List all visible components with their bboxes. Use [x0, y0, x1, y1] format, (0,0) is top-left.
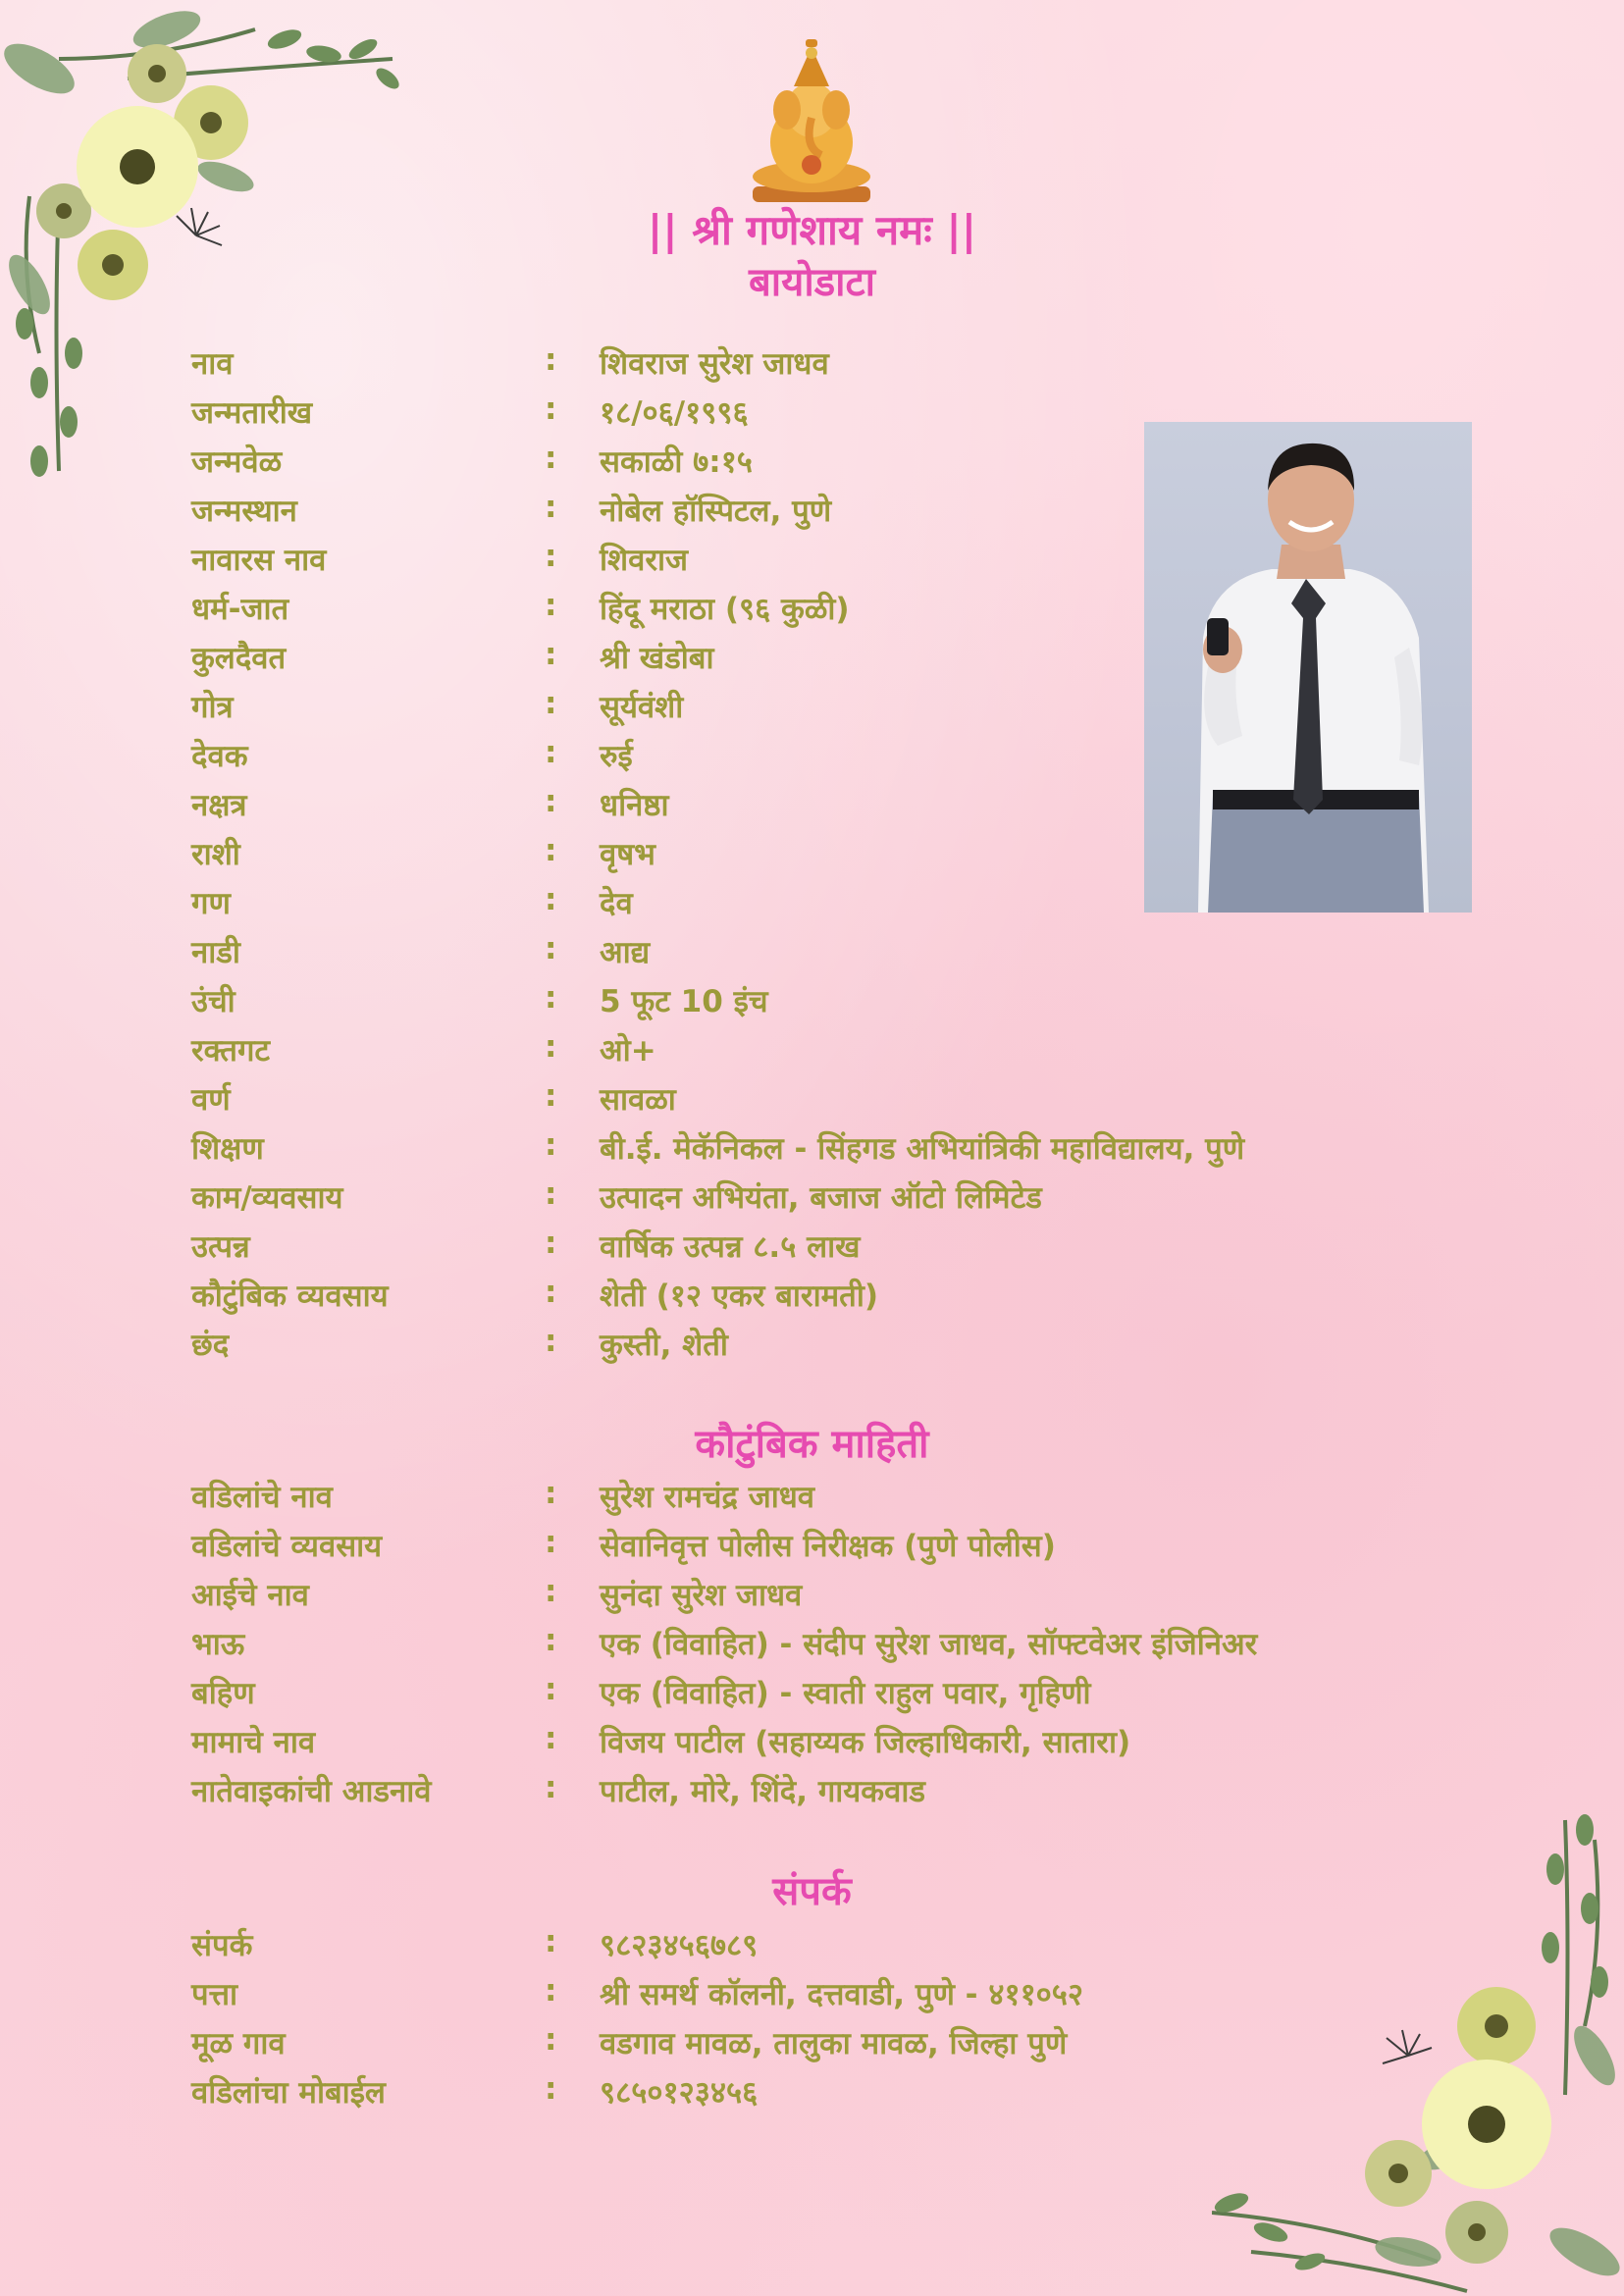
detail-value: नोबेल हॉस्पिटल, पुणे: [600, 494, 832, 529]
detail-row-nadi: [191, 925, 1545, 974]
separator: :: [545, 931, 557, 966]
detail-value: एक (विवाहित) - स्वाती राहुल पवार, गृहिणी: [600, 1676, 1091, 1711]
family-row-father-name: [191, 1470, 1545, 1519]
family-row-mother-name: [191, 1568, 1545, 1617]
detail-value: कुस्ती, शेती: [600, 1328, 728, 1363]
detail-row-religion-caste: [191, 582, 1545, 631]
separator: :: [545, 1029, 557, 1065]
detail-value: सावळा: [600, 1082, 676, 1118]
separator: :: [545, 342, 557, 378]
detail-label: पत्ता: [191, 1977, 238, 2012]
separator: :: [545, 1672, 557, 1707]
detail-label: भाऊ: [191, 1627, 245, 1662]
invocation-heading: || श्री गणेशाय नमः ||: [647, 206, 977, 254]
detail-row-name: [191, 337, 1545, 386]
detail-label: छंद: [191, 1328, 230, 1363]
detail-label: नावारस नाव: [191, 543, 327, 578]
detail-value: बी.ई. मेकॅनिकल - सिंहगड अभियांत्रिकी महाविद्यालय, पुणे: [600, 1131, 1245, 1167]
separator: :: [545, 441, 557, 476]
detail-label: मूळ गाव: [191, 2026, 286, 2061]
detail-value: सकाळी ७:१५: [600, 444, 753, 480]
detail-row-birthdate: [191, 386, 1545, 435]
detail-label: बहिण: [191, 1676, 255, 1711]
family-section-title: कौटुंबिक माहिती: [695, 1422, 929, 1467]
detail-value: शेती (१२ एकर बारामती): [600, 1278, 879, 1314]
detail-value: सूर्यवंशी: [600, 690, 684, 725]
separator: :: [545, 1078, 557, 1114]
detail-row-hobbies: [191, 1318, 1545, 1367]
separator: :: [545, 1127, 557, 1163]
detail-label: वडिलांचा मोबाईल: [191, 2075, 386, 2111]
detail-value: विजय पाटील (सहाय्यक जिल्हाधिकारी, सातारा): [600, 1725, 1131, 1760]
separator: :: [545, 1226, 557, 1261]
detail-label: राशी: [191, 837, 240, 872]
detail-value: वडगाव मावळ, तालुका मावळ, जिल्हा पुणे: [600, 2026, 1068, 2061]
detail-row-family-business: [191, 1269, 1545, 1318]
detail-value: ९८५०१२३४५६: [600, 2075, 759, 2111]
detail-row-height: [191, 974, 1545, 1023]
separator: :: [545, 980, 557, 1016]
detail-value: देव: [600, 886, 633, 921]
detail-label: रक्तगट: [191, 1033, 271, 1069]
family-row-maternal-uncle: [191, 1715, 1545, 1764]
detail-value: उत्पादन अभियंता, बजाज ऑटो लिमिटेड: [600, 1180, 1042, 1216]
separator: :: [545, 490, 557, 525]
detail-value: ओ+: [600, 1033, 656, 1069]
detail-label: वडिलांचे व्यवसाय: [191, 1529, 383, 1564]
separator: :: [545, 1525, 557, 1560]
detail-label: जन्मतारीख: [191, 395, 313, 431]
detail-value: आद्य: [600, 935, 651, 970]
separator: :: [545, 882, 557, 917]
page-title: बायोडाटा: [748, 260, 876, 305]
detail-label: जन्मवेळ: [191, 444, 283, 480]
separator: :: [545, 391, 557, 427]
detail-row-education: [191, 1122, 1545, 1171]
detail-value: एक (विवाहित) - संदीप सुरेश जाधव, सॉफ्टवेअर इंजिनिअर: [600, 1627, 1258, 1662]
separator: :: [545, 588, 557, 623]
detail-row-devak: [191, 729, 1545, 778]
detail-row-occupation: [191, 1171, 1545, 1220]
separator: :: [545, 1623, 557, 1658]
family-row-father-occupation: [191, 1519, 1545, 1568]
detail-value: धनिष्ठा: [600, 788, 669, 823]
detail-label: गोत्र: [191, 690, 234, 725]
detail-value: शिवराज सुरेश जाधव: [600, 346, 829, 382]
detail-value: 5 फूट 10 इंच: [600, 984, 768, 1019]
detail-label: उत्पन्न: [191, 1229, 250, 1265]
separator: :: [545, 1973, 557, 2009]
separator: :: [545, 735, 557, 770]
family-row-sister: [191, 1666, 1545, 1715]
separator: :: [545, 1770, 557, 1805]
family-details: [191, 1470, 1545, 1813]
detail-label: कुलदैवत: [191, 641, 287, 676]
detail-label: जन्मस्थान: [191, 494, 297, 529]
detail-label: मामाचे नाव: [191, 1725, 316, 1760]
detail-label: आईचे नाव: [191, 1578, 309, 1613]
detail-value: वार्षिक उत्पन्न ८.५ लाख: [600, 1229, 861, 1265]
detail-row-complexion: [191, 1072, 1545, 1122]
detail-label: वडिलांचे नाव: [191, 1480, 333, 1515]
separator: :: [545, 1574, 557, 1609]
detail-row-birthtime: [191, 435, 1545, 484]
detail-value: सेवानिवृत्त पोलीस निरीक्षक (पुणे पोलीस): [600, 1529, 1056, 1564]
detail-value: श्री समर्थ कॉलनी, दत्तवाडी, पुणे - ४११०५२: [600, 1977, 1084, 2012]
personal-details: [191, 337, 1545, 1367]
contact-section-title: संपर्क: [772, 1869, 852, 1914]
separator: :: [545, 1476, 557, 1511]
detail-label: वर्ण: [191, 1082, 231, 1118]
detail-row-birthplace: [191, 484, 1545, 533]
detail-label: काम/व्यवसाय: [191, 1180, 343, 1216]
separator: :: [545, 784, 557, 819]
detail-value: वृषभ: [600, 837, 655, 872]
separator: :: [545, 1324, 557, 1359]
detail-label: गण: [191, 886, 231, 921]
detail-value: हिंदू मराठा (९६ कुळी): [600, 592, 850, 627]
separator: :: [545, 686, 557, 721]
detail-value: ९८२३४५६७८९: [600, 1928, 759, 1963]
detail-value: श्री खंडोबा: [600, 641, 714, 676]
detail-value: सुनंदा सुरेश जाधव: [600, 1578, 803, 1613]
detail-row-nakshatra: [191, 778, 1545, 827]
detail-value: सुरेश रामचंद्र जाधव: [600, 1480, 815, 1515]
detail-label: देवक: [191, 739, 248, 774]
detail-label: शिक्षण: [191, 1131, 264, 1167]
detail-row-gotra: [191, 680, 1545, 729]
separator: :: [545, 1275, 557, 1310]
detail-row-income: [191, 1220, 1545, 1269]
separator: :: [545, 637, 557, 672]
detail-label: संपर्क: [191, 1928, 253, 1963]
detail-label: नक्षत्र: [191, 788, 247, 823]
detail-label: उंची: [191, 984, 236, 1019]
detail-row-rashi: [191, 827, 1545, 876]
detail-label: नाडी: [191, 935, 240, 970]
detail-label: धर्म-जात: [191, 592, 289, 627]
separator: :: [545, 539, 557, 574]
family-row-brother: [191, 1617, 1545, 1666]
floral-corner-bottom-right-icon: [1212, 1800, 1624, 2296]
detail-value: रुई: [600, 739, 633, 774]
detail-row-gan: [191, 876, 1545, 925]
detail-row-nickname: [191, 533, 1545, 582]
detail-label: नातेवाइकांची आडनावे: [191, 1774, 432, 1809]
separator: :: [545, 1721, 557, 1756]
separator: :: [545, 1924, 557, 1959]
detail-value: शिवराज: [600, 543, 689, 578]
detail-label: कौटुंबिक व्यवसाय: [191, 1278, 389, 1314]
detail-label: नाव: [191, 346, 234, 382]
separator: :: [545, 833, 557, 868]
detail-value: पाटील, मोरे, शिंदे, गायकवाड: [600, 1774, 925, 1809]
detail-value: १८/०६/१९९६: [600, 395, 749, 431]
separator: :: [545, 1176, 557, 1212]
separator: :: [545, 2022, 557, 2058]
detail-row-family-deity: [191, 631, 1545, 680]
ganesh-icon: [743, 39, 880, 206]
separator: :: [545, 2071, 557, 2107]
detail-row-blood-group: [191, 1023, 1545, 1072]
